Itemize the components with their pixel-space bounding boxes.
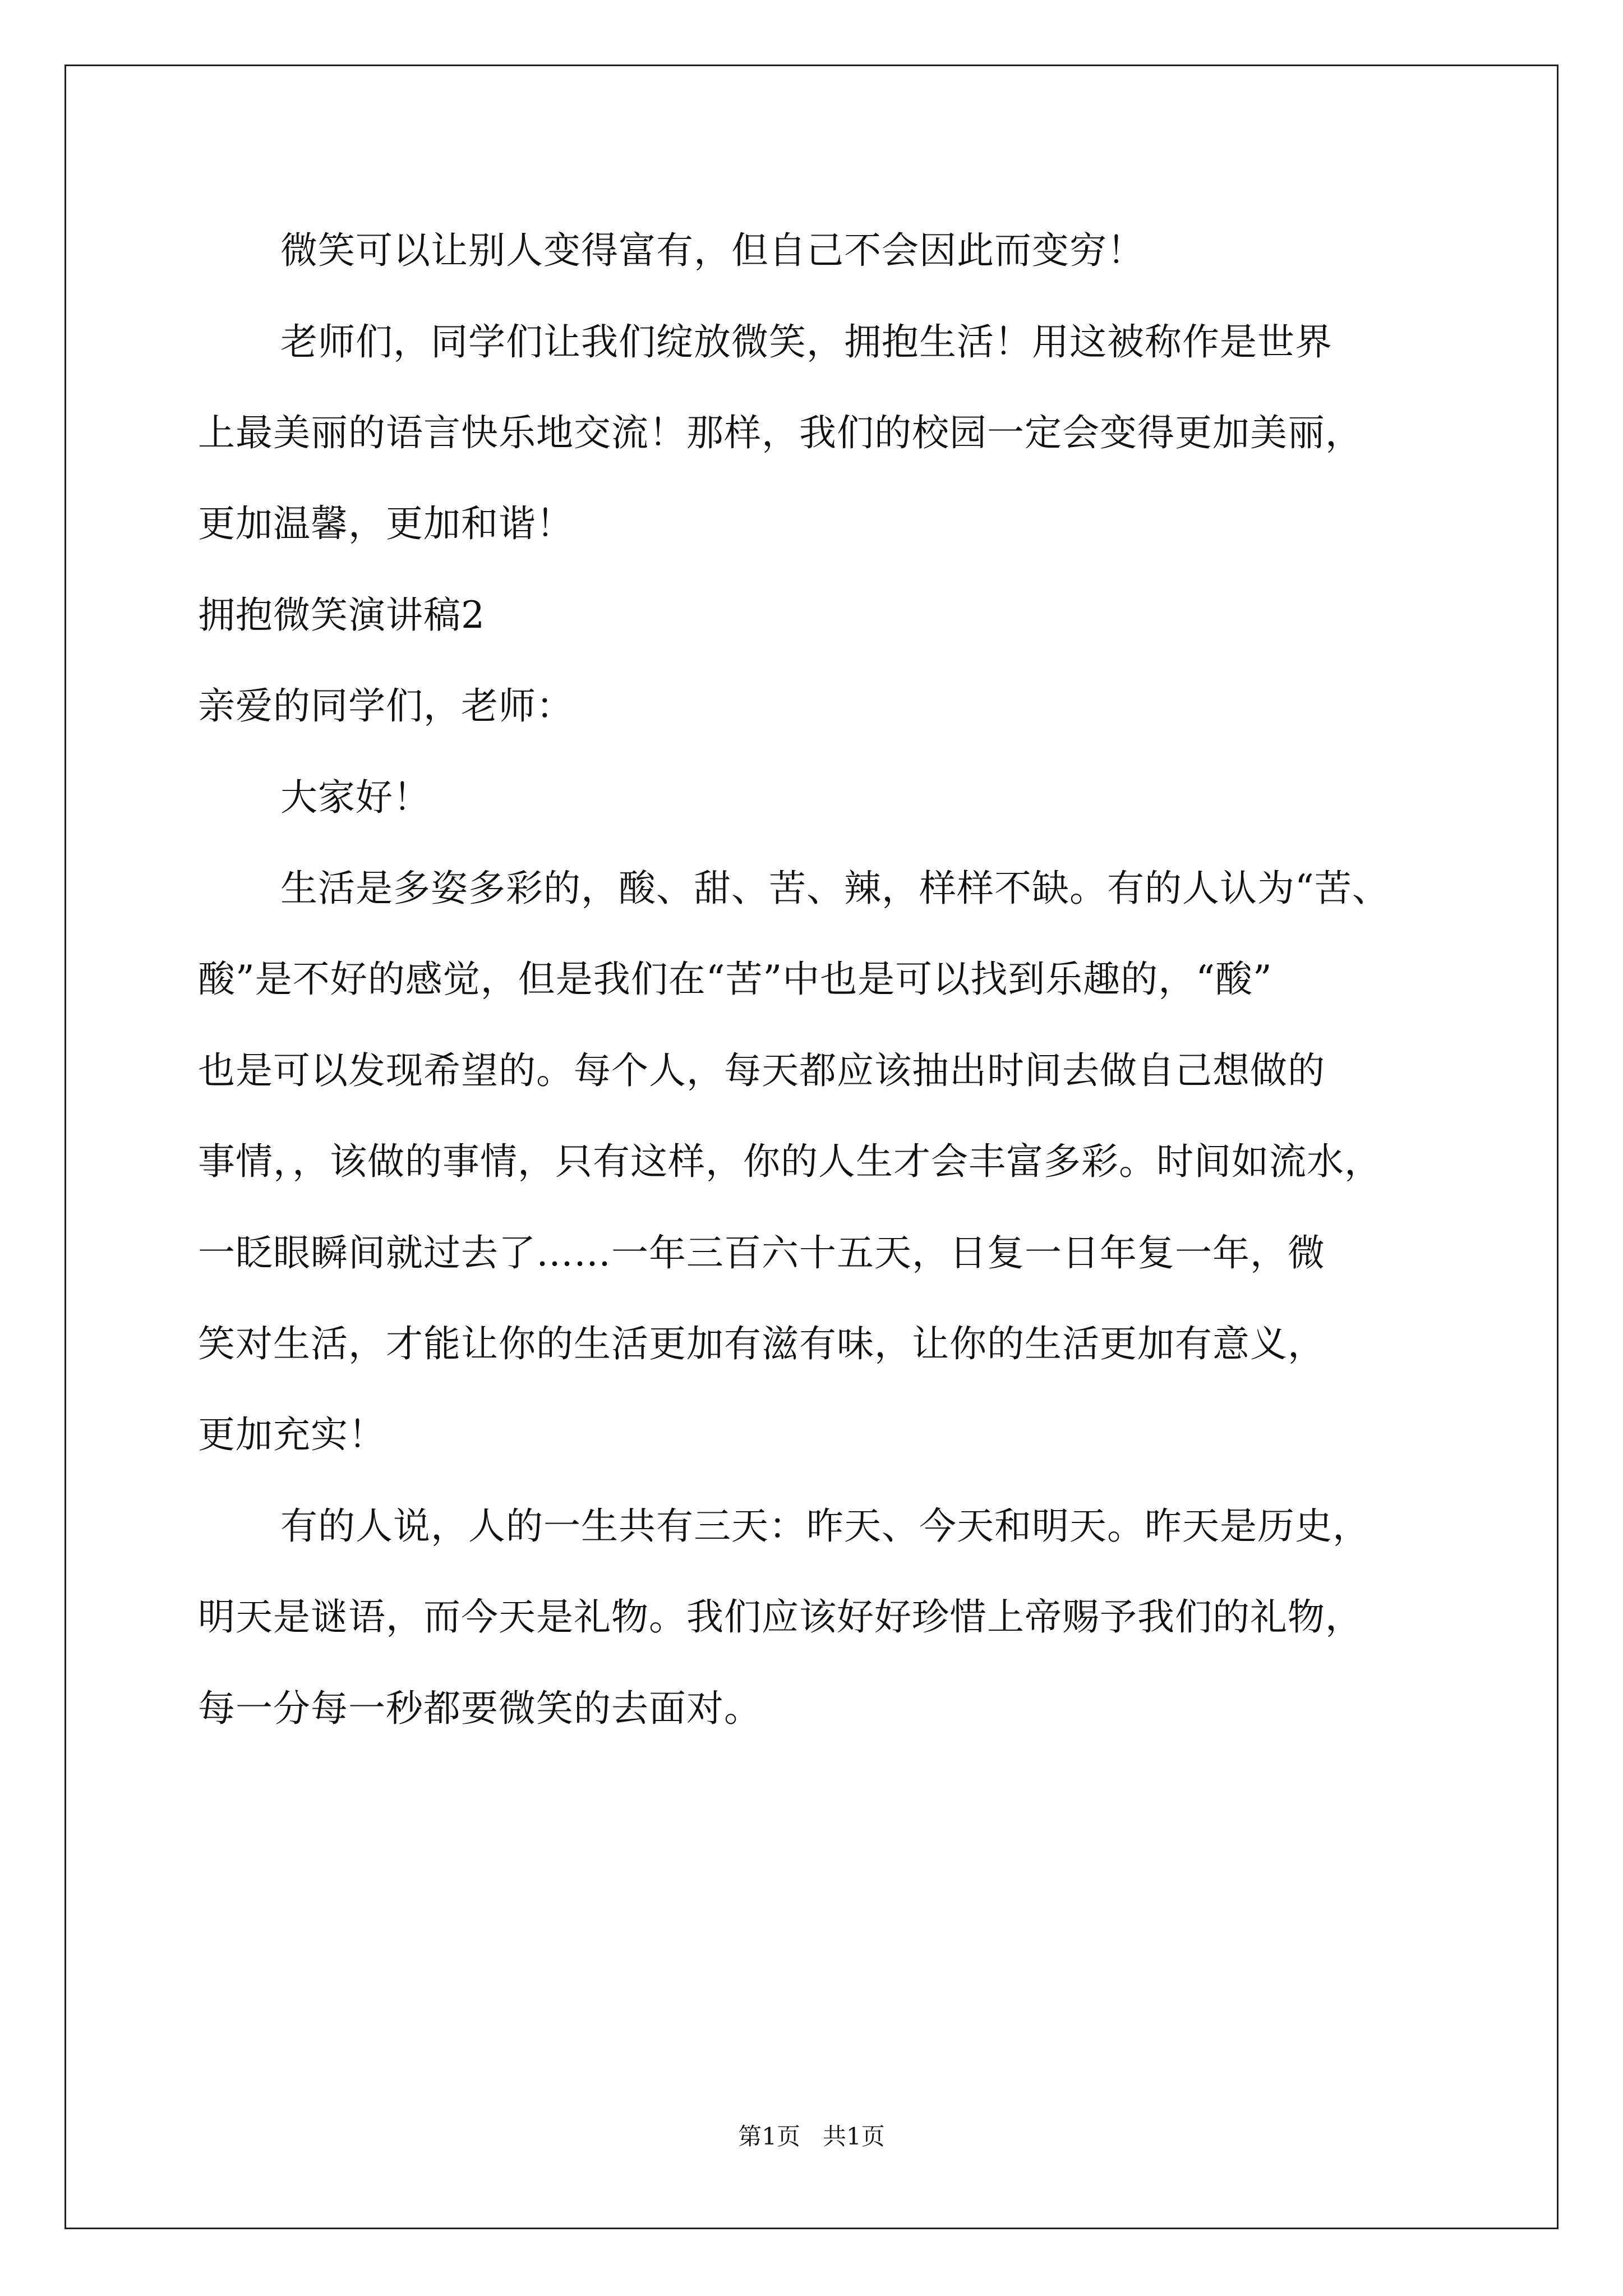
paragraph-line: 微笑可以让别人变得富有，但自己不会因此而变穷！ xyxy=(280,229,1145,272)
greeting: 大家好！ xyxy=(280,776,431,819)
paragraph-line: 一眨眼瞬间就过去了……一年三百六十五天，日复一日年复一年，微 xyxy=(198,1231,1325,1274)
paragraph-line: 笑对生活，才能让你的生活更加有滋有味，让你的生活更加有意义， xyxy=(198,1322,1325,1365)
paragraph-line: 事情，，该做的事情，只有这样，你的人生才会丰富多彩。时间如流水， xyxy=(198,1140,1382,1183)
paragraph-line: 上最美丽的语言快乐地交流！那样，我们的校园一定会变得更加美丽， xyxy=(198,411,1363,454)
paragraph-line: 明天是谜语，而今天是礼物。我们应该好好珍惜上帝赐予我们的礼物， xyxy=(198,1595,1363,1639)
salutation: 亲爱的同学们，老师： xyxy=(198,684,574,728)
paragraph-line: 老师们，同学们让我们绽放微笑，拥抱生活！用这被称作是世界 xyxy=(280,320,1332,364)
paragraph-line: 有的人说，人的一生共有三天：昨天、今天和明天。昨天是历史， xyxy=(280,1504,1370,1548)
paragraph-line: 每一分每一秒都要微笑的去面对。 xyxy=(198,1687,762,1730)
paragraph-line: 更加温馨，更加和谐！ xyxy=(198,502,574,545)
paragraph-line: 也是可以发现希望的。每个人，每天都应该抽出时间去做自己想做的 xyxy=(198,1049,1325,1092)
page-footer: 第1页 共1页 xyxy=(738,2123,885,2150)
paragraph-line: 酸”是不好的感觉，但是我们在“苦”中也是可以找到乐趣的，“酸” xyxy=(198,958,1272,1001)
section-heading: 拥抱微笑演讲稿2 xyxy=(198,593,485,637)
paragraph-line: 生活是多姿多彩的，酸、甜、苦、辣，样样不缺。有的人认为“苦、 xyxy=(280,867,1390,910)
paragraph-line: 更加充实！ xyxy=(198,1413,386,1456)
